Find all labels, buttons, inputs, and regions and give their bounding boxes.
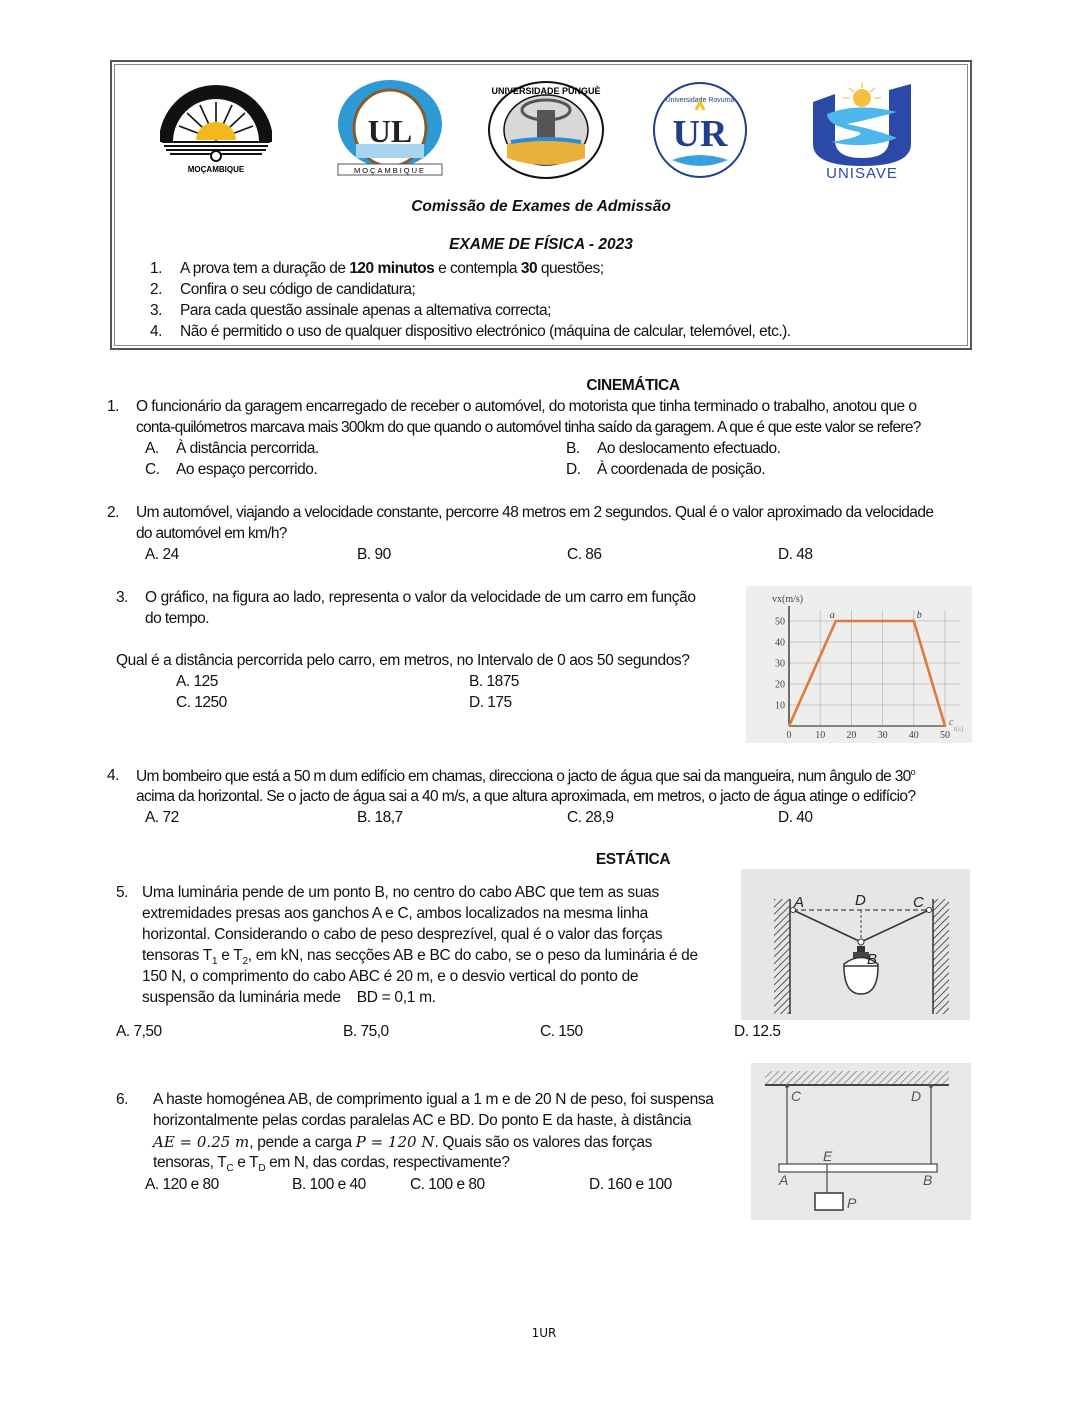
x-tick-label: 40 bbox=[908, 730, 919, 741]
answer-option-b[interactable]: B. 90 bbox=[357, 546, 391, 563]
question-text: conta-quilómetros marcava mais 300km do que quando o automóvel tinha saído da garagem. A que é que este valor se refere? bbox=[136, 419, 921, 436]
question-text: tensoras, $T_C$ e $T_D$ em N, das cordas, respectivamente? bbox=[153, 1154, 510, 1175]
lamp-cable-diagram bbox=[741, 869, 970, 1020]
rod-ab bbox=[779, 1164, 937, 1172]
velocity-series-line bbox=[789, 621, 945, 726]
svg-text:MOÇAMBIQUE: MOÇAMBIQUE bbox=[187, 165, 245, 174]
velocity-time-graph-figure bbox=[746, 586, 972, 743]
answer-option-a[interactable]: A. 7,50 bbox=[116, 1023, 162, 1040]
answer-option-b[interactable]: B. 75,0 bbox=[343, 1023, 389, 1040]
lamp-cable-figure bbox=[741, 869, 970, 1020]
right-wall bbox=[933, 899, 949, 1014]
question-number: 6. bbox=[116, 1091, 128, 1108]
answer-option-b[interactable]: B. 100 e 40 bbox=[292, 1176, 366, 1193]
answer-option-b[interactable]: B. Ao deslocamento efectuado. bbox=[566, 440, 781, 457]
x-tick-label: 30 bbox=[877, 730, 888, 741]
question-text: A haste homogénea AB, de comprimento igual a 1 m e de 20 N de peso, foi suspensa bbox=[153, 1091, 714, 1108]
question-text: suspensão da luminária mede BD = 0,1 m. bbox=[142, 989, 436, 1006]
question-text: O gráfico, na figura ao lado, representa o valor da velocidade de um carro em função bbox=[145, 589, 696, 606]
question-text: Um automóvel, viajando a velocidade constante, percorre 48 metros em 2 segundos. Qual é o valor aproximado da velocidade bbox=[136, 504, 934, 521]
answer-option-d[interactable]: D. 175 bbox=[469, 694, 512, 711]
y-tick-label: 30 bbox=[775, 658, 785, 670]
label-p: P bbox=[847, 1195, 857, 1211]
answer-option-b[interactable]: B. 1875 bbox=[469, 673, 519, 690]
question-text: horizontalmente pelas cordas paralelas AC e BD. Do ponto E da haste, à distância bbox=[153, 1112, 692, 1129]
answer-option-c[interactable]: C. 28,9 bbox=[567, 809, 614, 826]
left-wall bbox=[774, 899, 790, 1014]
question-number: 2. bbox=[107, 504, 119, 521]
answer-option-a[interactable]: A. 24 bbox=[145, 546, 179, 563]
point-label-c: c bbox=[949, 717, 954, 728]
question-text: do automóvel em km/h? bbox=[136, 525, 287, 542]
answer-option-c[interactable]: C. 1250 bbox=[176, 694, 227, 711]
point-label-b: b bbox=[916, 610, 922, 621]
page-footer: 1UR bbox=[531, 1326, 557, 1340]
section-heading-cinematica: CINEMÁTICA bbox=[586, 377, 680, 394]
answer-option-d[interactable]: D. 48 bbox=[778, 546, 813, 563]
unirovuma-logo bbox=[650, 80, 750, 180]
math-expression: AE = 0.25 m bbox=[153, 1133, 250, 1151]
question-text: do tempo. bbox=[145, 610, 209, 627]
y-tick-label: 10 bbox=[775, 700, 785, 712]
svg-text:UL: UL bbox=[367, 113, 413, 149]
exam-title: EXAME DE FÍSICA - 2023 bbox=[449, 236, 633, 253]
svg-text:UNISAVE: UNISAVE bbox=[826, 165, 898, 180]
y-tick-label: 20 bbox=[775, 679, 785, 691]
load-p bbox=[815, 1193, 843, 1210]
x-tick-label: 0 bbox=[786, 730, 792, 741]
unipungue-logo bbox=[487, 80, 605, 180]
answer-option-d[interactable]: D. 160 e 100 bbox=[589, 1176, 672, 1193]
answer-option-c[interactable]: C. 100 e 80 bbox=[410, 1176, 485, 1193]
velocity-time-graph bbox=[746, 586, 972, 743]
answer-option-c[interactable]: C. 150 bbox=[540, 1023, 583, 1040]
answer-option-d[interactable]: D. À coordenada de posição. bbox=[566, 461, 766, 478]
svg-text:MOÇAMBIQUE: MOÇAMBIQUE bbox=[353, 166, 427, 175]
instruction-item: 3. Para cada questão assinale apenas a altemativa correcta; bbox=[150, 302, 551, 319]
question-number: 1. bbox=[107, 398, 119, 415]
exam-header-box bbox=[110, 60, 972, 350]
math-expression: P = 120 N bbox=[355, 1133, 435, 1151]
question-number: 5. bbox=[116, 884, 128, 901]
question-number: 3. bbox=[116, 589, 128, 606]
suspended-rod-diagram bbox=[751, 1063, 971, 1220]
y-tick-label: 40 bbox=[775, 637, 785, 649]
answer-option-d[interactable]: D. 12.5 bbox=[734, 1023, 781, 1040]
label-b: B bbox=[923, 1172, 933, 1188]
label-e: E bbox=[823, 1148, 833, 1164]
question-text: O funcionário da garagem encarregado de receber o automóvel, do motorista que tinha terminado o trabalho, anotou que o bbox=[136, 398, 917, 415]
svg-text:UNIVERSIDADE PÚNGUÈ: UNIVERSIDADE PÚNGUÈ bbox=[491, 86, 601, 96]
answer-option-d[interactable]: D. 40 bbox=[778, 809, 813, 826]
question-text: AE = 0.25 m, pende a carga P = 120 N. Quais são os valores das forças bbox=[153, 1133, 653, 1151]
question-prompt: Qual é a distância percorrida pelo carro, em metros, no Intervalo de 0 aos 50 segundos? bbox=[116, 652, 690, 669]
x-tick-label: 20 bbox=[846, 730, 857, 741]
question-text: Um bombeiro que está a 50 m dum edifício em chamas, direcciona o jacto de água que sai da mangueira, num ângulo de 30$^o$ bbox=[136, 767, 915, 786]
answer-option-a[interactable]: A. 125 bbox=[176, 673, 218, 690]
question-text: horizontal. Considerando o cabo de peso desprezível, qual é o valor das forças bbox=[142, 926, 663, 943]
label-d: D bbox=[911, 1088, 922, 1104]
label-b: B bbox=[867, 951, 878, 968]
answer-option-a[interactable]: A. 120 e 80 bbox=[145, 1176, 219, 1193]
instruction-item: 2. Confira o seu código de candidatura; bbox=[150, 281, 416, 298]
up-maputo-logo bbox=[160, 80, 272, 176]
question-text: 150 N, o comprimento do cabo ABC é 20 m, e o desvio vertical do ponto de bbox=[142, 968, 639, 985]
answer-option-b[interactable]: B. 18,7 bbox=[357, 809, 403, 826]
label-c: C bbox=[791, 1088, 802, 1104]
question-text: extremidades presas aos ganchos A e C, ambos localizados na mesma linha bbox=[142, 905, 648, 922]
section-heading-estatica: ESTÁTICA bbox=[595, 851, 671, 868]
y-tick-label: 50 bbox=[775, 616, 785, 628]
point-label-a: a bbox=[829, 610, 835, 621]
x-tick-label: 10 bbox=[815, 730, 826, 741]
question-text: Uma luminária pende de um ponto B, no centro do cabo ABC que tem as suas bbox=[142, 884, 659, 901]
svg-text:UR: UR bbox=[672, 113, 728, 155]
unilicungo-logo bbox=[334, 80, 446, 176]
answer-option-a[interactable]: A. 72 bbox=[145, 809, 179, 826]
commission-title: Comissão de Exames de Admissão bbox=[411, 198, 671, 215]
unisave-logo bbox=[807, 80, 917, 180]
ceiling bbox=[765, 1071, 949, 1085]
question-text: acima da horizontal. Se o jacto de água sai a 40 m/s, a que altura aproximada, em metros, o jacto de água atinge o edifício? bbox=[136, 788, 916, 805]
label-c: C bbox=[913, 894, 924, 911]
x-tick-label: 50 bbox=[940, 730, 950, 741]
answer-option-c[interactable]: C. Ao espaço percorrido. bbox=[145, 461, 318, 478]
y-axis-label: vx(m/s) bbox=[772, 594, 804, 605]
suspended-rod-figure bbox=[751, 1063, 971, 1220]
question-number: 4. bbox=[107, 767, 119, 784]
answer-option-c[interactable]: C. 86 bbox=[567, 546, 602, 563]
label-a: A bbox=[779, 1172, 789, 1188]
svg-text:Universidade Rovuma: Universidade Rovuma bbox=[665, 97, 735, 104]
answer-option-a[interactable]: A. À distância percorrida. bbox=[145, 440, 319, 457]
instruction-item: 4. Não é permitido o uso de qualquer dispositivo electrónico (máquina de calcular, telemóvel, etc.). bbox=[150, 323, 791, 340]
question-text: tensoras $T_1$ e $T_2$, em kN, nas secções AB e BC do cabo, se o peso da luminária é de bbox=[142, 947, 698, 968]
label-a: A bbox=[794, 894, 805, 911]
label-d: D bbox=[855, 892, 866, 909]
instruction-item: 1. A prova tem a duração de 120 minutos e contempla 30 questões; bbox=[150, 260, 604, 277]
x-axis-label: t(s) bbox=[954, 725, 964, 733]
